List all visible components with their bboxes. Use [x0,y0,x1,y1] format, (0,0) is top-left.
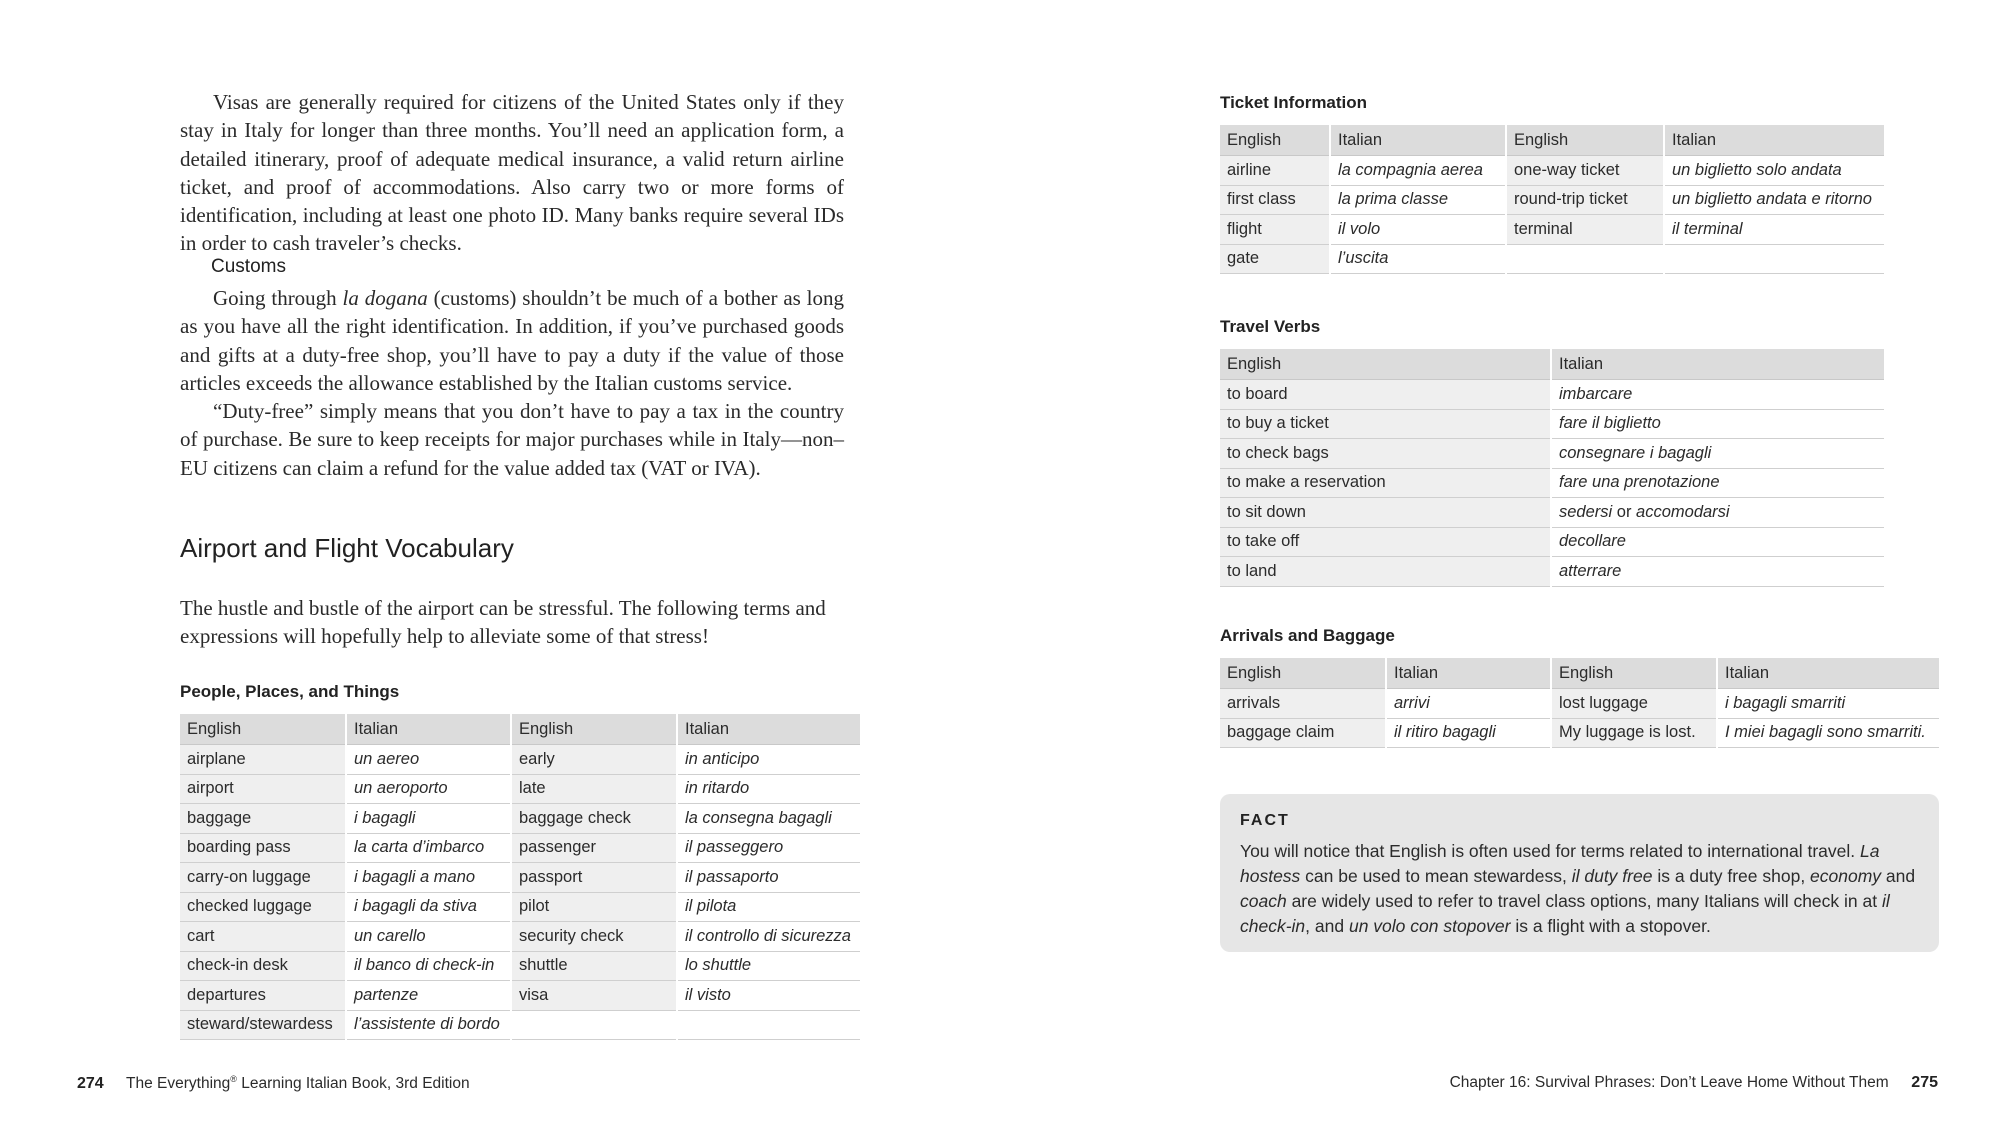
section-heading: Airport and Flight Vocabulary [180,533,514,563]
table-row [1220,498,1884,528]
people-places-table-title: People, Places, and Things [180,682,400,701]
customs-heading: Customs [211,256,286,277]
italian-cell: la compagnia aerea [1330,156,1506,186]
book-subtitle: Learning Italian Book, 3rd Edition [236,1075,470,1093]
italian-cell: fare una prenotazione [1551,468,1884,498]
people-places-table [180,714,860,1040]
english-cell: to land [1220,557,1551,587]
italian-cell: i bagagli [346,804,511,834]
italian-cell: il passaporto [677,863,860,893]
italian-cell: l’uscita [1330,244,1506,274]
italian-cell: un aeroporto [346,774,511,804]
english-cell: one-way ticket [1506,156,1664,186]
italian-cell: il terminal [1664,215,1884,245]
italian-cell: consegnare i bagagli [1551,439,1884,469]
header-italian: Italian [346,714,511,745]
english-cell: terminal [1506,215,1664,245]
fact-label: FACT [1240,812,1290,829]
empty-cell [1506,244,1664,274]
table-header-row [1220,658,1939,689]
ticket-table-title: Ticket Information [1220,93,1368,112]
italian-cell: arrivi [1386,689,1551,719]
header-italian: Italian [1551,349,1884,380]
fact-text-part: can be used to mean stewardess, [1300,866,1572,886]
table-row [1220,156,1884,186]
english-cell: departures [180,981,346,1011]
customs-term: la dogana [342,286,428,310]
english-cell: to sit down [1220,498,1551,528]
italian-cell: decollare [1551,527,1884,557]
english-cell: airport [180,774,346,804]
table-row [1220,185,1884,215]
english-cell: baggage [180,804,346,834]
italian-term-alt: accomodarsi [1636,502,1730,521]
english-cell: round-trip ticket [1506,185,1664,215]
customs-section [180,284,844,482]
italian-cell: il controllo di sicurezza [677,922,860,952]
english-cell: early [511,745,677,775]
fact-term: coach [1240,891,1287,911]
fact-text-part: is a flight with a stopover. [1510,916,1711,936]
fact-text-part: , and [1305,916,1349,936]
italian-cell: un aereo [346,745,511,775]
table-row [1220,244,1884,274]
arrivals-table-title: Arrivals and Baggage [1220,626,1395,645]
english-cell: to take off [1220,527,1551,557]
italian-cell: l’assistente di bordo [346,1010,511,1040]
verbs-table [1220,349,1884,587]
table-row [1220,689,1939,719]
table-row [1220,527,1884,557]
english-cell: security check [511,922,677,952]
registered-mark: ® [230,1074,237,1084]
table-row [180,833,860,863]
english-cell: flight [1220,215,1330,245]
italian-cell: partenze [346,981,511,1011]
customs-p1-after: (customs) shouldn’t be much of a bother as long as you have all the right identification. In addition, if you’ve purchased goods and gifts at a duty-free shop, you’ll have to pay a duty if the value of those articles exceeds the allowance established by the Italian customs service. [180,286,845,395]
table-row [180,863,860,893]
table-row [180,1010,860,1040]
italian-cell: la prima classe [1330,185,1506,215]
table-row [180,981,860,1011]
fact-text [1240,839,1922,939]
header-english: English [1551,658,1717,689]
english-cell: pilot [511,892,677,922]
english-cell: checked luggage [180,892,346,922]
italian-cell: un carello [346,922,511,952]
italian-cell: lo shuttle [677,951,860,981]
customs-p1-before: Going through [213,286,343,310]
english-cell: shuttle [511,951,677,981]
header-english: English [1220,658,1386,689]
italian-cell: la carta d’imbarco [346,833,511,863]
italian-cell: imbarcare [1551,380,1884,410]
english-cell: steward/stewardess [180,1010,346,1040]
left-page-number: 274 [77,1075,104,1093]
table-row [180,922,860,952]
italian-cell: atterrare [1551,557,1884,587]
english-cell: passport [511,863,677,893]
english-cell: to buy a ticket [1220,409,1551,439]
left-footer [77,1074,470,1093]
fact-text-part: is a duty free shop, [1652,866,1811,886]
italian-cell: i bagagli smarriti [1717,689,1939,719]
table-row [1220,468,1884,498]
right-footer [1450,1074,1938,1092]
customs-paragraph-1 [180,284,844,397]
fact-term: il check-in [1240,891,1890,936]
header-english: English [180,714,346,745]
header-italian: Italian [1717,658,1939,689]
header-english: English [1220,349,1551,380]
italian-cell: un biglietto solo andata [1664,156,1884,186]
italian-cell: I miei bagagli sono smarriti. [1717,718,1939,748]
header-english: English [1220,125,1330,156]
customs-paragraph-2: “Duty-free” simply means that you don’t have to pay a tax in the country of purchase. Be sure to keep receipts for major purchases while in Italy—non–EU citizens can claim a refund for the value added tax (VAT or IVA). [180,399,844,480]
table-row [180,745,860,775]
english-cell: gate [1220,244,1330,274]
italian-cell: il visto [677,981,860,1011]
or-connector: or [1612,502,1637,521]
table-row [1220,557,1884,587]
table-header-row [1220,125,1884,156]
table-header-row [180,714,860,745]
english-cell: passenger [511,833,677,863]
italian-cell: in anticipo [677,745,860,775]
fact-text-part: You will notice that English is often used for terms related to international travel. [1240,841,1860,861]
english-cell: check-in desk [180,951,346,981]
empty-cell [511,1010,677,1040]
empty-cell [677,1010,860,1040]
italian-cell: in ritardo [677,774,860,804]
fact-term: La hostess [1240,841,1880,886]
english-cell: visa [511,981,677,1011]
fact-term: un volo con stopover [1348,916,1511,936]
table-row [180,804,860,834]
italian-cell: i bagagli a mano [346,863,511,893]
english-cell: carry-on luggage [180,863,346,893]
left-page [180,88,844,258]
section-intro-wrap [180,594,830,651]
verbs-table-title: Travel Verbs [1220,317,1321,336]
right-page-number: 275 [1911,1074,1938,1091]
italian-cell [1551,498,1884,528]
fact-text-part: and [1881,866,1916,886]
english-cell: baggage check [511,804,677,834]
english-cell: airplane [180,745,346,775]
italian-cell: la consegna bagagli [677,804,860,834]
header-italian: Italian [677,714,860,745]
fact-text-part: are widely used to refer to travel class options, many Italians will check in at [1286,891,1882,911]
fact-term: economy [1810,866,1882,886]
ticket-table [1220,125,1884,274]
visas-paragraph: Visas are generally required for citizens of the United States only if they stay in Italy for longer than three months. You’ll need an application form, a detailed itinerary, proof of adequate medical insurance, a valid return airline ticket, and proof of accommodations. Also carry two or more forms of identification, including at least one photo ID. Many banks require several IDs in order to cash traveler’s checks. [180,90,844,256]
fact-term: il duty free [1571,866,1653,886]
table-row [180,892,860,922]
italian-cell: fare il biglietto [1551,409,1884,439]
italian-cell: il passeggero [677,833,860,863]
english-cell: to make a reservation [1220,468,1551,498]
empty-cell [1664,244,1884,274]
italian-cell: il banco di check-in [346,951,511,981]
italian-cell: il ritiro bagagli [1386,718,1551,748]
header-english: English [1506,125,1664,156]
english-cell: cart [180,922,346,952]
english-cell: airline [1220,156,1330,186]
table-row [1220,380,1884,410]
english-cell: late [511,774,677,804]
table-row [1220,718,1939,748]
table-row [1220,409,1884,439]
book-title: The Everything [126,1075,231,1093]
table-row [180,774,860,804]
italian-cell: il volo [1330,215,1506,245]
header-english: English [511,714,677,745]
fact-box [1220,794,1939,952]
english-cell: arrivals [1220,689,1386,719]
arrivals-table [1220,658,1939,748]
header-italian: Italian [1386,658,1551,689]
italian-cell: un biglietto andata e ritorno [1664,185,1884,215]
italian-cell: il pilota [677,892,860,922]
english-cell: My luggage is lost. [1551,718,1717,748]
italian-term: sedersi [1559,502,1613,521]
english-cell: lost luggage [1551,689,1717,719]
header-italian: Italian [1330,125,1506,156]
english-cell: baggage claim [1220,718,1386,748]
english-cell: first class [1220,185,1330,215]
english-cell: to check bags [1220,439,1551,469]
english-cell: to board [1220,380,1551,410]
section-intro: The hustle and bustle of the airport can be stressful. The following terms and expressions will hopefully help to alleviate some of that stress! [180,596,826,649]
table-row [1220,439,1884,469]
english-cell: boarding pass [180,833,346,863]
table-row [1220,215,1884,245]
italian-cell: i bagagli da stiva [346,892,511,922]
table-row [180,951,860,981]
table-header-row [1220,349,1884,380]
header-italian: Italian [1664,125,1884,156]
chapter-title: Chapter 16: Survival Phrases: Don’t Leave Home Without Them [1449,1074,1889,1091]
